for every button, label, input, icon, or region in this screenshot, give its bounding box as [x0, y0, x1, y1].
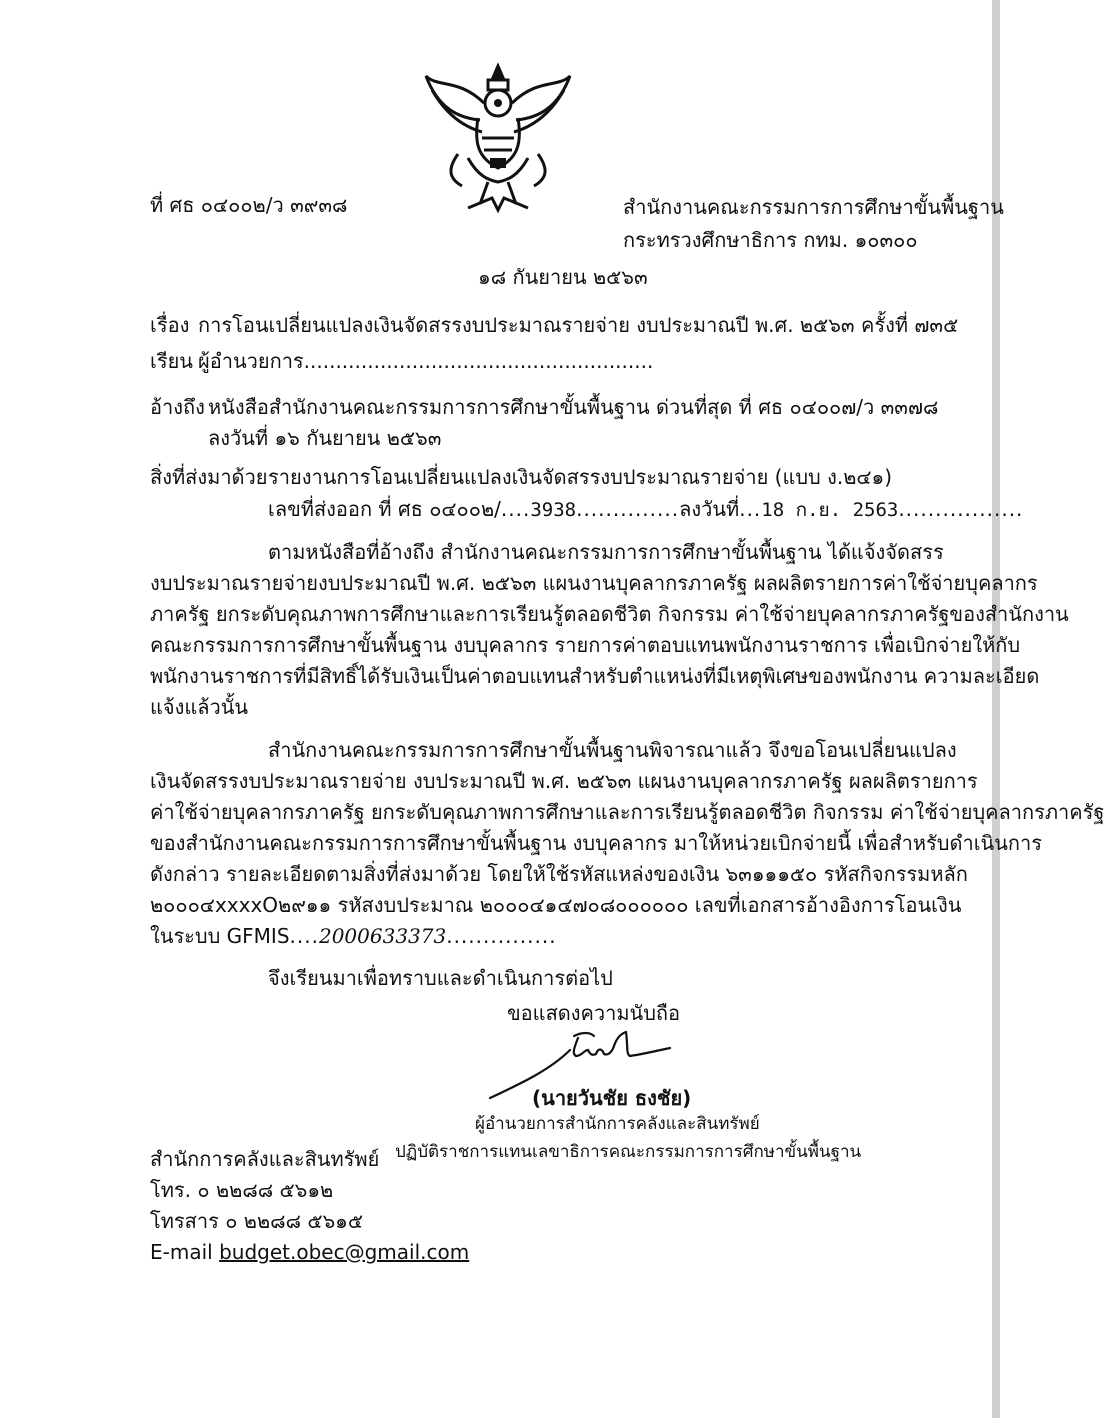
paragraph1-line: ภาครัฐ ยกระดับคุณภาพการศึกษาและการเรียนรู้ตลอดชีวิต กิจกรรม ค่าใช้จ่ายบุคลากรภาครัฐของสำนักงาน — [150, 602, 1069, 626]
export-number-prefix: เลขที่ส่งออก ที่ ศธ ๐๔๐๐๒/ — [268, 497, 501, 521]
enclosure-label: สิ่งที่ส่งมาด้วย — [150, 465, 268, 489]
export-date: 18 ก.ย. 2563 — [761, 499, 899, 521]
paragraph1-line: แจ้งแล้วนั้น — [150, 695, 249, 719]
reference-label: อ้างถึง — [150, 395, 205, 419]
subject-label: เรื่อง — [150, 313, 190, 337]
paragraph2-line: ๒๐๐๐๔xxxxO๒๙๑๑ รหัสงบประมาณ ๒๐๐๐๔๑๔๗๐๘๐๐๐๐๐๐ เลขที่เอกสารอ้างอิงการโอนเงิน — [150, 893, 962, 917]
paragraph2-line: ของสำนักงานคณะกรรมการการศึกษาขั้นพื้นฐาน งบบุคลากร มาให้หน่วยเบิกจ่ายนี้ เพื่อสำหรับดำเนินการ — [150, 831, 1042, 855]
subject-text: การโอนเปลี่ยนแปลงเงินจัดสรรงบประมาณรายจ่าย งบประมาณปี พ.ศ. ๒๕๖๓ ครั้งที่ ๗๓๕ — [198, 313, 959, 337]
signatory-position2: ปฏิบัติราชการแทนเลขาธิการคณะกรรมการการศึกษาขั้นพื้นฐาน — [395, 1142, 862, 1162]
paragraph2-line: ค่าใช้จ่ายบุคลากรภาครัฐ ยกระดับคุณภาพการศึกษาและการเรียนรู้ตลอดชีวิต กิจกรรม ค่าใช้จ่ายบุคลากรภาครัฐ — [150, 800, 1104, 824]
gfmis-value: 2000633373 — [318, 924, 447, 948]
to-label: เรียน — [150, 349, 193, 373]
paragraph2-line: เงินจัดสรรงบประมาณรายจ่าย งบประมาณปี พ.ศ. ๒๕๖๓ แผนงานบุคลากรภาครัฐ ผลผลิตรายการ — [150, 769, 978, 793]
paragraph1-line: งบประมาณรายจ่ายงบประมาณปี พ.ศ. ๒๕๖๓ แผนงานบุคลากรภาครัฐ ผลผลิตรายการค่าใช้จ่ายบุคลากร — [150, 571, 1038, 595]
contact-email-row — [150, 1237, 469, 1267]
reference-number: ที่ ศธ ๐๔๐๐๒/ว ๓๙๓๘ — [150, 193, 348, 217]
paragraph1-line: คณะกรรมการการศึกษาขั้นพื้นฐาน งบบุคลากร รายการค่าตอบแทนพนักงานราชการ เพื่อเบิกจ่ายให้กับ — [150, 633, 1021, 657]
regards: ขอแสดงความนับถือ — [507, 1001, 681, 1025]
paragraph2-line: สำนักงานคณะกรรมการการศึกษาขั้นพื้นฐานพิจารณาแล้ว จึงขอโอนเปลี่ยนแปลง — [268, 738, 957, 762]
paragraph2-line: ดังกล่าว รายละเอียดตามสิ่งที่ส่งมาด้วย โดยให้ใช้รหัสแหล่งของเงิน ๖๓๑๑๑๕๐ รหัสกิจกรรมหลัก — [150, 862, 968, 886]
contact-office: สำนักการคลังและสินทรัพย์ — [150, 1147, 380, 1171]
enclosure-line2: เลขที่ส่งออก ที่ ศธ ๐๔๐๐๒/....3938..............ลงวันที่...18 ก.ย. 2563................. — [268, 497, 1024, 521]
signatory-name: (นายวันชัย ธงชัย) — [532, 1086, 692, 1110]
export-number: 3938 — [530, 499, 577, 521]
email-label: E-mail — [150, 1240, 213, 1264]
contact-fax: โทรสาร ๐ ๒๒๘๘ ๕๖๑๕ — [150, 1209, 364, 1233]
reference-line2: ลงวันที่ ๑๖ กันยายน ๒๕๖๓ — [208, 426, 442, 450]
signatory-position1: ผู้อำนวยการสำนักการคลังและสินทรัพย์ — [475, 1114, 760, 1134]
contact-phone: โทร. ๐ ๒๒๘๘ ๕๖๑๒ — [150, 1178, 334, 1202]
paragraph1-line: พนักงานราชการที่มีสิทธิ์ได้รับเงินเป็นค่าตอบแทนสำหรับตำแหน่งที่มีเหตุพิเศษของพนักงาน ความละเอียด — [150, 664, 1040, 688]
reference-line1: หนังสือสำนักงานคณะกรรมการการศึกษาขั้นพื้นฐาน ด่วนที่สุด ที่ ศธ ๐๔๐๐๗/ว ๓๓๗๘ — [208, 395, 939, 419]
gfmis-prefix: ในระบบ GFMIS — [150, 924, 290, 948]
enclosure-line1: รายงานการโอนเปลี่ยนแปลงเงินจัดสรรงบประมาณรายจ่าย (แบบ ง.๒๔๑) — [268, 465, 893, 489]
closing-sentence: จึงเรียนมาเพื่อทราบและดำเนินการต่อไป — [268, 966, 613, 990]
export-date-label: ลงวันที่ — [679, 497, 740, 521]
issuer-ministry: กระทรวงศึกษาธิการ กทม. ๑๐๓๐๐ — [623, 228, 918, 252]
email-link[interactable]: budget.obec@gmail.com — [219, 1240, 470, 1264]
paragraph1-line: ตามหนังสือที่อ้างถึง สำนักงานคณะกรรมการการศึกษาขั้นพื้นฐาน ได้แจ้งจัดสรร — [268, 540, 944, 564]
garuda-emblem-icon — [418, 58, 578, 220]
gfmis-line: ในระบบ GFMIS....2000633373............... — [150, 924, 557, 948]
to-text: ผู้อำนวยการ....................................................... — [198, 349, 654, 373]
issuer-office: สำนักงานคณะกรรมการการศึกษาขั้นพื้นฐาน — [623, 195, 1004, 219]
letter-date: ๑๘ กันยายน ๒๕๖๓ — [478, 265, 648, 289]
